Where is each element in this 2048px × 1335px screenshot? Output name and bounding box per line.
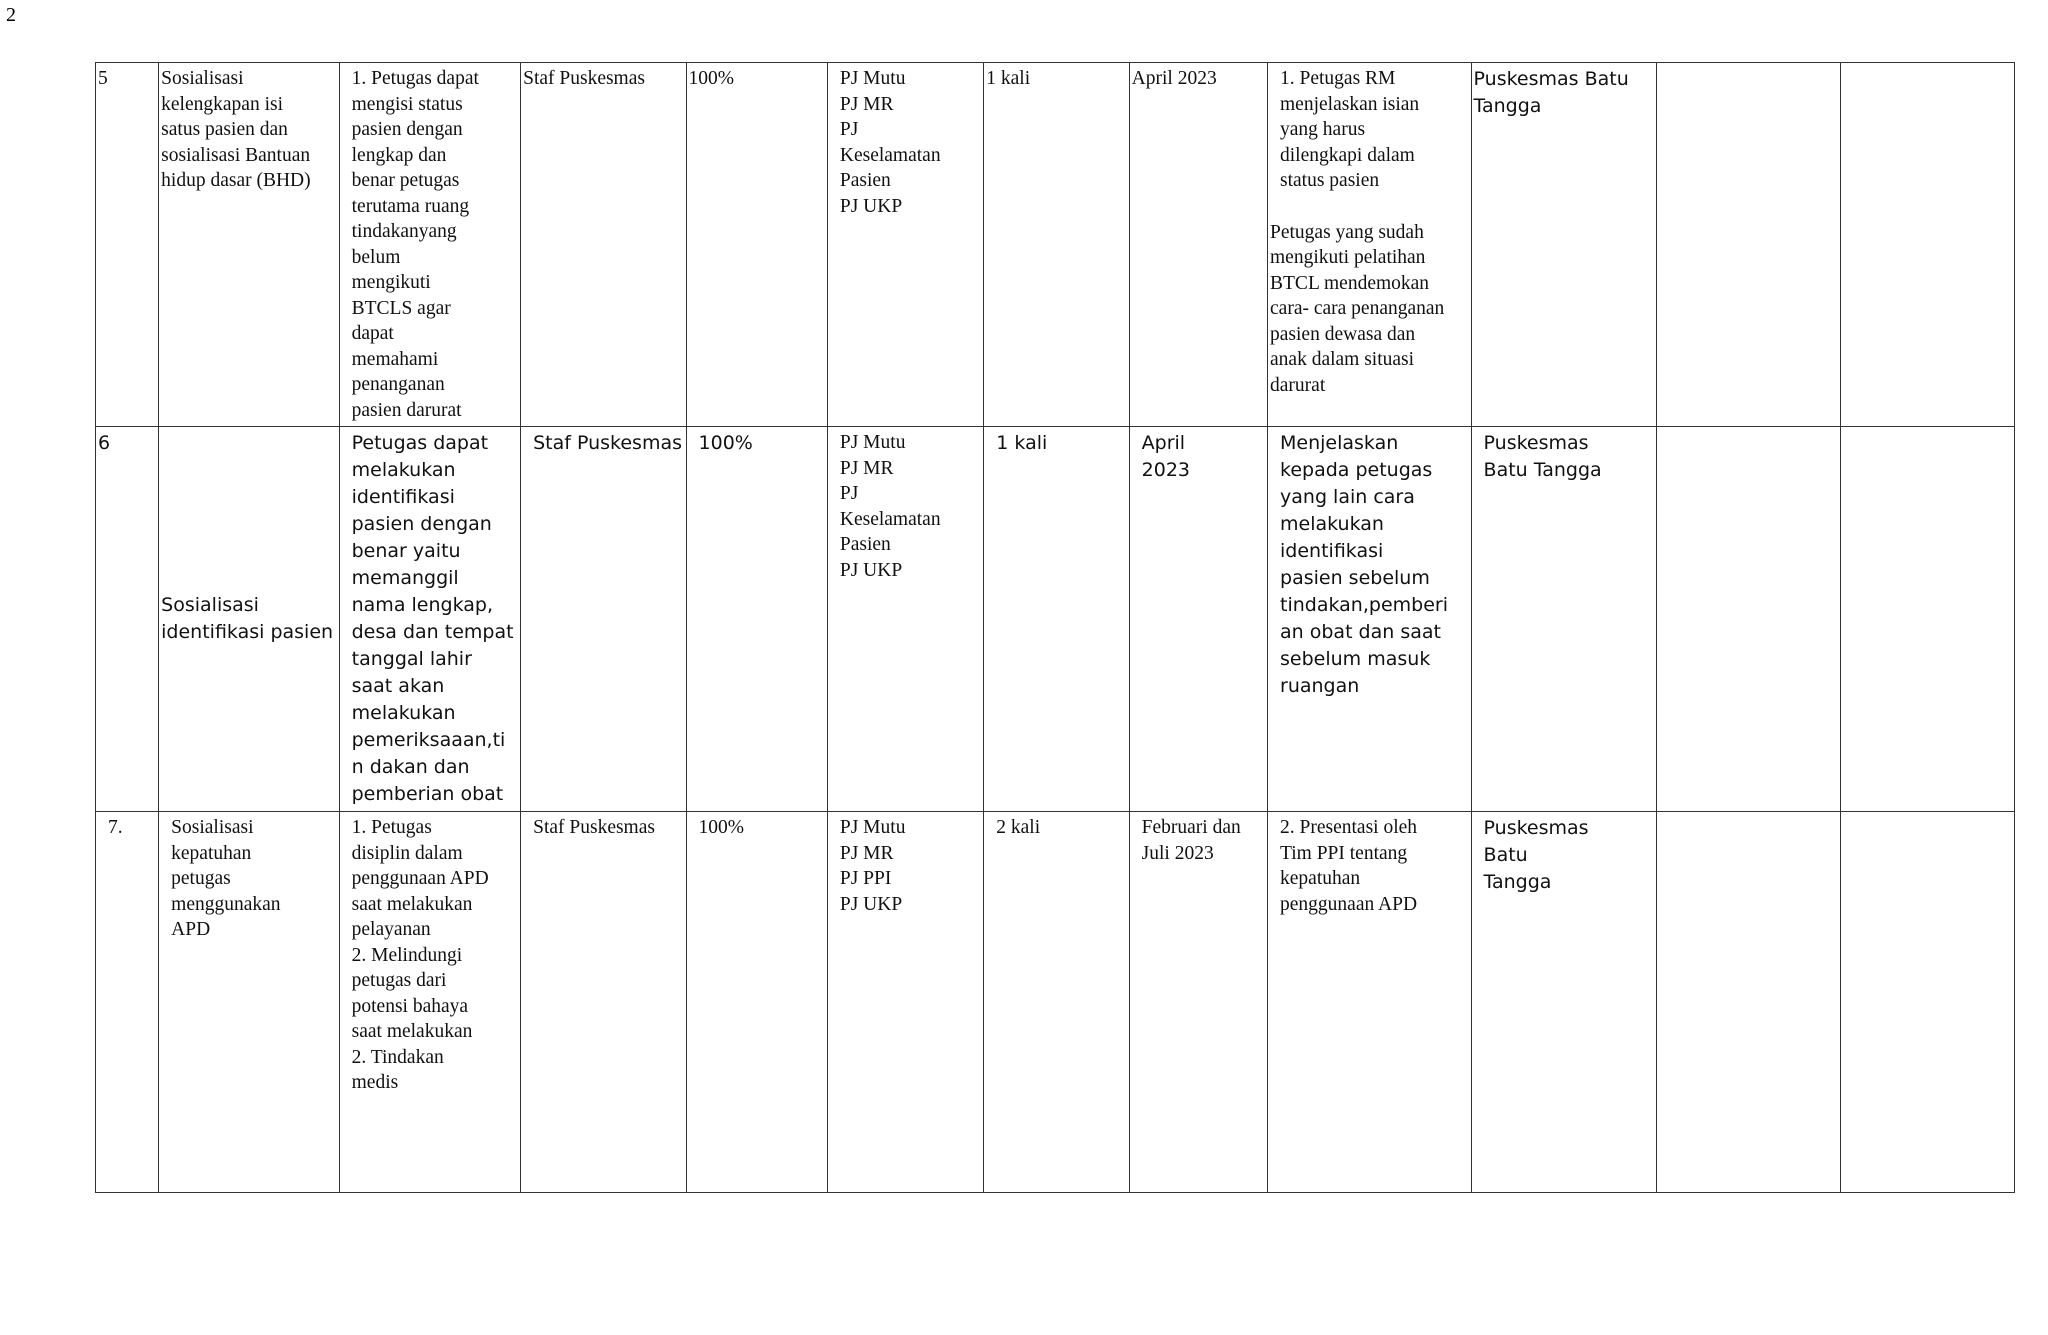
location-cell: Puskesmas Batu Tangga (1471, 63, 1656, 427)
objective-cell: 1. Petugas disiplin dalam penggunaan APD saat melakukan pelayanan 2. Melindungi petugas dari potensi bahaya saat melakukan 2. Tindakan medis (339, 812, 520, 1193)
empty-cell (1841, 427, 2015, 812)
method-cell: Menjelaskan kepada petugas yang lain cara melakukan identifikasi pasien sebelum tindakan,pemberi an obat dan saat sebelum masuk ruangan (1268, 427, 1472, 812)
activity-cell: Sosialisasi identifikasi pasien (159, 427, 339, 812)
empty-cell (1657, 63, 1841, 427)
location-cell: Puskesmas Batu Tangga (1471, 812, 1656, 1193)
table-row (96, 63, 2015, 427)
activity-cell: Sosialisasi kepatuhan petugas menggunakan APD (159, 812, 339, 1193)
method-cell (1268, 63, 1472, 427)
pic-cell: PJ Mutu PJ MR PJ Keselamatan Pasien PJ UKP (827, 427, 983, 812)
target-cell: 100% (686, 63, 827, 427)
objective-cell: Petugas dapat melakukan identifikasi pasien dengan benar yaitu memanggil nama lengkap, desa dan tempat tanggal lahir saat akan melakukan pemeriksaaan,ti n dakan dan pemberian obat (339, 427, 520, 812)
row-number: 7. (96, 812, 159, 1193)
pic-cell: PJ Mutu PJ MR PJ Keselamatan Pasien PJ UKP (827, 63, 983, 427)
target-group-cell: Staf Puskesmas (521, 63, 686, 427)
method-text-2: Petugas yang sudah mengikuti pelatihan BTCL mendemokan cara- cara penanganan pasien dewasa dan anak dalam situasi darurat (1270, 221, 1445, 396)
pic-cell: PJ Mutu PJ MR PJ PPI PJ UKP (827, 812, 983, 1193)
empty-cell (1841, 63, 2015, 427)
empty-cell (1657, 812, 1841, 1193)
table-row (96, 427, 2015, 812)
empty-cell (1657, 427, 1841, 812)
frequency-cell: 2 kali (984, 812, 1129, 1193)
target-cell: 100% (686, 812, 827, 1193)
activity-cell: Sosialisasi kelengkapan isi satus pasien dan sosialisasi Bantuan hidup dasar (BHD) (159, 63, 339, 427)
objective-cell: 1. Petugas dapat mengisi status pasien dengan lengkap dan benar petugas terutama ruang tindakanyang belum mengikuti BTCLS agar dapat memahami penanganan pasien darurat (339, 63, 520, 427)
target-group-cell: Staf Puskesmas (521, 812, 686, 1193)
target-group-cell: Staf Puskesmas (521, 427, 686, 812)
schedule-cell: April 2023 (1129, 427, 1267, 812)
table-row (96, 812, 2015, 1193)
frequency-cell: 1 kali (984, 63, 1129, 427)
schedule-cell: Februari dan Juli 2023 (1129, 812, 1267, 1193)
empty-cell (1841, 812, 2015, 1193)
frequency-cell: 1 kali (984, 427, 1129, 812)
location-cell: Puskesmas Batu Tangga (1471, 427, 1656, 812)
method-text-1: 1. Petugas RM menjelaskan isian yang harus dilengkapi dalam status pasien (1280, 68, 1420, 191)
schedule-cell: April 2023 (1129, 63, 1267, 427)
page-number: 2 (6, 4, 16, 26)
row-number: 5 (96, 63, 159, 427)
program-table (95, 62, 2015, 1193)
method-cell: 2. Presentasi oleh Tim PPI tentang kepatuhan penggunaan APD (1268, 812, 1472, 1193)
target-cell: 100% (686, 427, 827, 812)
row-number: 6 (96, 427, 159, 812)
